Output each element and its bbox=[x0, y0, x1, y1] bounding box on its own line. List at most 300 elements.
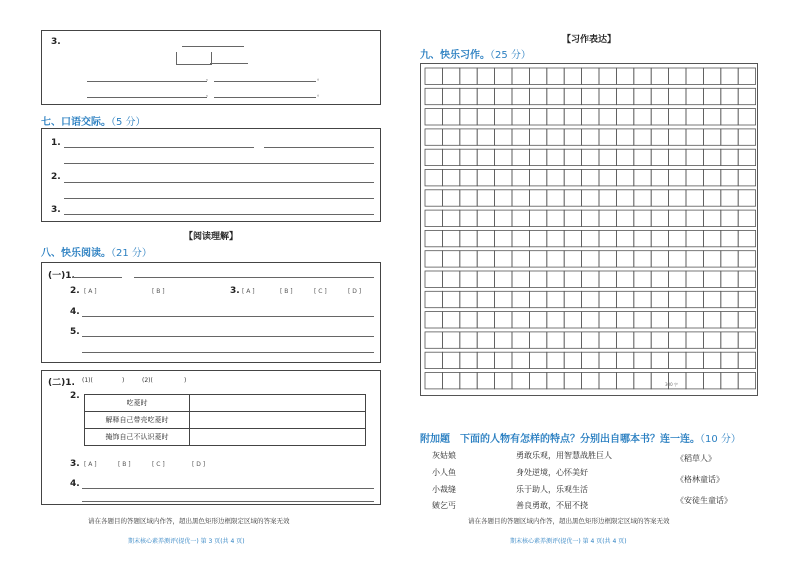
grid-cell[interactable] bbox=[651, 312, 668, 328]
grid-cell[interactable] bbox=[738, 170, 755, 186]
grid-cell[interactable] bbox=[703, 230, 720, 246]
grid-cell[interactable] bbox=[442, 190, 459, 206]
grid-cell[interactable] bbox=[564, 149, 581, 165]
grid-cell[interactable] bbox=[442, 332, 459, 348]
grid-cell[interactable] bbox=[495, 291, 512, 307]
grid-cell[interactable] bbox=[703, 373, 720, 389]
grid-cell[interactable] bbox=[738, 88, 755, 104]
grid-cell[interactable] bbox=[512, 373, 529, 389]
grid-cell[interactable] bbox=[721, 291, 738, 307]
grid-cell[interactable] bbox=[547, 332, 564, 348]
grid-cell[interactable] bbox=[425, 271, 442, 287]
s7-line-1c[interactable] bbox=[64, 163, 374, 164]
grid-cell[interactable] bbox=[495, 68, 512, 84]
grid-cell[interactable] bbox=[425, 210, 442, 226]
character-item[interactable]: 皴乞丐 bbox=[432, 501, 456, 510]
book-item[interactable]: 《安徒生童话》 bbox=[676, 496, 732, 505]
grid-cell[interactable] bbox=[425, 68, 442, 84]
q3-right-blank[interactable] bbox=[210, 63, 248, 64]
grid-cell[interactable] bbox=[460, 312, 477, 328]
grid-cell[interactable] bbox=[529, 129, 546, 145]
grid-cell[interactable] bbox=[669, 88, 686, 104]
grid-cell[interactable] bbox=[703, 251, 720, 267]
grid-cell[interactable] bbox=[703, 271, 720, 287]
grid-cell[interactable] bbox=[512, 332, 529, 348]
grid-cell[interactable] bbox=[669, 109, 686, 125]
grid-cell[interactable] bbox=[599, 149, 616, 165]
grid-cell[interactable] bbox=[582, 88, 599, 104]
grid-cell[interactable] bbox=[564, 312, 581, 328]
s8p2-q3-opt-b[interactable]: [ B ] bbox=[118, 461, 131, 468]
grid-cell[interactable] bbox=[721, 230, 738, 246]
grid-cell[interactable] bbox=[529, 170, 546, 186]
table-row-answer[interactable] bbox=[190, 412, 366, 429]
grid-cell[interactable] bbox=[599, 190, 616, 206]
grid-cell[interactable] bbox=[669, 271, 686, 287]
grid-cell[interactable] bbox=[651, 271, 668, 287]
grid-cell[interactable] bbox=[651, 149, 668, 165]
grid-cell[interactable] bbox=[616, 109, 633, 125]
grid-cell[interactable] bbox=[616, 373, 633, 389]
grid-cell[interactable] bbox=[460, 190, 477, 206]
grid-cell[interactable] bbox=[686, 88, 703, 104]
grid-cell[interactable] bbox=[651, 230, 668, 246]
grid-cell[interactable] bbox=[529, 271, 546, 287]
grid-cell[interactable] bbox=[529, 291, 546, 307]
grid-cell[interactable] bbox=[582, 251, 599, 267]
grid-cell[interactable] bbox=[425, 230, 442, 246]
grid-cell[interactable] bbox=[651, 332, 668, 348]
s8p1-line-5b[interactable] bbox=[82, 352, 374, 353]
grid-cell[interactable] bbox=[634, 149, 651, 165]
grid-cell[interactable] bbox=[477, 68, 494, 84]
grid-cell[interactable] bbox=[599, 271, 616, 287]
s8p2-sub1-close[interactable]: ) bbox=[122, 377, 125, 384]
grid-cell[interactable] bbox=[529, 88, 546, 104]
book-item[interactable]: 《稻草人》 bbox=[676, 454, 716, 463]
grid-cell[interactable] bbox=[564, 352, 581, 368]
grid-cell[interactable] bbox=[460, 109, 477, 125]
s8p1-line-1a[interactable] bbox=[72, 277, 122, 278]
grid-cell[interactable] bbox=[669, 352, 686, 368]
grid-cell[interactable] bbox=[703, 109, 720, 125]
grid-cell[interactable] bbox=[547, 210, 564, 226]
grid-cell[interactable] bbox=[703, 210, 720, 226]
s8p1-line-5a[interactable] bbox=[82, 336, 374, 337]
grid-cell[interactable] bbox=[442, 230, 459, 246]
s8p2-q3-opt-c[interactable]: [ C ] bbox=[152, 461, 165, 468]
grid-cell[interactable] bbox=[738, 68, 755, 84]
character-item[interactable]: 小人鱼 bbox=[432, 468, 456, 477]
grid-cell[interactable] bbox=[512, 230, 529, 246]
grid-cell[interactable] bbox=[651, 88, 668, 104]
grid-cell[interactable] bbox=[686, 373, 703, 389]
grid-cell[interactable] bbox=[721, 68, 738, 84]
s8p1-line-1b[interactable] bbox=[134, 277, 374, 278]
grid-cell[interactable] bbox=[721, 312, 738, 328]
trait-item[interactable]: 乐于助人，乐观生活 bbox=[516, 485, 588, 494]
grid-cell[interactable] bbox=[686, 291, 703, 307]
grid-cell[interactable] bbox=[634, 312, 651, 328]
grid-cell[interactable] bbox=[599, 373, 616, 389]
grid-cell[interactable] bbox=[495, 352, 512, 368]
grid-cell[interactable] bbox=[669, 190, 686, 206]
grid-cell[interactable] bbox=[599, 210, 616, 226]
grid-cell[interactable] bbox=[442, 109, 459, 125]
grid-cell[interactable] bbox=[425, 109, 442, 125]
grid-cell[interactable] bbox=[634, 68, 651, 84]
grid-cell[interactable] bbox=[529, 149, 546, 165]
grid-cell[interactable] bbox=[512, 109, 529, 125]
s7-line-1a[interactable] bbox=[64, 147, 254, 148]
grid-cell[interactable] bbox=[547, 230, 564, 246]
grid-cell[interactable] bbox=[582, 68, 599, 84]
grid-cell[interactable] bbox=[529, 210, 546, 226]
grid-cell[interactable] bbox=[460, 352, 477, 368]
grid-cell[interactable] bbox=[651, 352, 668, 368]
grid-cell[interactable] bbox=[616, 88, 633, 104]
grid-cell[interactable] bbox=[721, 210, 738, 226]
grid-cell[interactable] bbox=[495, 170, 512, 186]
grid-cell[interactable] bbox=[460, 129, 477, 145]
trait-item[interactable]: 勇敢乐观，用智慧战胜巨人 bbox=[516, 451, 612, 460]
grid-cell[interactable] bbox=[460, 230, 477, 246]
grid-cell[interactable] bbox=[425, 149, 442, 165]
grid-cell[interactable] bbox=[616, 190, 633, 206]
grid-cell[interactable] bbox=[512, 88, 529, 104]
grid-cell[interactable] bbox=[477, 352, 494, 368]
s8p1-q3-opt-c[interactable]: [ C ] bbox=[314, 288, 327, 295]
grid-cell[interactable] bbox=[686, 170, 703, 186]
grid-cell[interactable] bbox=[442, 129, 459, 145]
grid-cell[interactable] bbox=[460, 373, 477, 389]
grid-cell[interactable] bbox=[477, 312, 494, 328]
grid-cell[interactable] bbox=[721, 88, 738, 104]
table-row-answer[interactable] bbox=[190, 429, 366, 446]
s8p2-line-4a[interactable] bbox=[82, 488, 374, 489]
q3-bracket-blank[interactable] bbox=[176, 52, 212, 65]
book-item[interactable]: 《格林童话》 bbox=[676, 475, 724, 484]
grid-cell[interactable] bbox=[616, 251, 633, 267]
s8p2-line-4b[interactable] bbox=[82, 501, 374, 502]
grid-cell[interactable] bbox=[634, 291, 651, 307]
grid-cell[interactable] bbox=[721, 149, 738, 165]
grid-cell[interactable] bbox=[529, 332, 546, 348]
grid-cell[interactable] bbox=[634, 210, 651, 226]
grid-cell[interactable] bbox=[582, 170, 599, 186]
grid-cell[interactable] bbox=[703, 68, 720, 84]
grid-cell[interactable] bbox=[599, 251, 616, 267]
grid-cell[interactable] bbox=[442, 210, 459, 226]
grid-cell[interactable] bbox=[703, 352, 720, 368]
grid-cell[interactable] bbox=[599, 170, 616, 186]
s8p1-q2-opt-a[interactable]: [ A ] bbox=[84, 288, 97, 295]
grid-cell[interactable] bbox=[425, 170, 442, 186]
grid-cell[interactable] bbox=[564, 332, 581, 348]
grid-cell[interactable] bbox=[564, 68, 581, 84]
grid-cell[interactable] bbox=[721, 109, 738, 125]
grid-cell[interactable] bbox=[616, 312, 633, 328]
grid-cell[interactable] bbox=[460, 170, 477, 186]
grid-cell[interactable] bbox=[460, 210, 477, 226]
grid-cell[interactable] bbox=[495, 190, 512, 206]
grid-cell[interactable] bbox=[547, 170, 564, 186]
grid-cell[interactable] bbox=[564, 210, 581, 226]
grid-cell[interactable] bbox=[425, 352, 442, 368]
grid-cell[interactable] bbox=[651, 291, 668, 307]
composition-grid[interactable] bbox=[420, 63, 758, 396]
grid-cell[interactable] bbox=[495, 312, 512, 328]
table-row-answer[interactable] bbox=[190, 395, 366, 412]
grid-cell[interactable] bbox=[529, 230, 546, 246]
grid-cell[interactable] bbox=[651, 170, 668, 186]
grid-cell[interactable] bbox=[460, 332, 477, 348]
grid-cell[interactable] bbox=[564, 230, 581, 246]
grid-cell[interactable] bbox=[547, 88, 564, 104]
grid-cell[interactable] bbox=[703, 312, 720, 328]
grid-cell[interactable] bbox=[634, 109, 651, 125]
grid-cell[interactable] bbox=[495, 332, 512, 348]
grid-cell[interactable] bbox=[721, 190, 738, 206]
grid-cell[interactable] bbox=[599, 129, 616, 145]
grid-cell[interactable] bbox=[582, 271, 599, 287]
grid-cell[interactable] bbox=[512, 129, 529, 145]
grid-cell[interactable] bbox=[477, 271, 494, 287]
character-item[interactable]: 灰姑娘 bbox=[432, 451, 456, 460]
grid-cell[interactable] bbox=[738, 373, 755, 389]
grid-cell[interactable] bbox=[703, 88, 720, 104]
grid-cell[interactable] bbox=[460, 291, 477, 307]
grid-cell[interactable] bbox=[721, 373, 738, 389]
grid-cell[interactable] bbox=[686, 271, 703, 287]
grid-cell[interactable] bbox=[564, 373, 581, 389]
grid-cell[interactable] bbox=[669, 230, 686, 246]
grid-cell[interactable] bbox=[651, 251, 668, 267]
grid-cell[interactable] bbox=[634, 251, 651, 267]
grid-cell[interactable] bbox=[669, 210, 686, 226]
grid-cell[interactable] bbox=[547, 68, 564, 84]
grid-cell[interactable] bbox=[477, 210, 494, 226]
grid-cell[interactable] bbox=[442, 149, 459, 165]
grid-cell[interactable] bbox=[599, 68, 616, 84]
grid-cell[interactable] bbox=[651, 190, 668, 206]
grid-cell[interactable] bbox=[442, 88, 459, 104]
grid-cell[interactable] bbox=[460, 88, 477, 104]
s7-line-2a[interactable] bbox=[64, 182, 374, 183]
grid-cell[interactable] bbox=[477, 251, 494, 267]
grid-cell[interactable] bbox=[495, 129, 512, 145]
grid-cell[interactable] bbox=[721, 352, 738, 368]
grid-cell[interactable] bbox=[512, 210, 529, 226]
s8p2-q3-opt-d[interactable]: [ D ] bbox=[192, 461, 206, 468]
grid-cell[interactable] bbox=[529, 312, 546, 328]
grid-cell[interactable] bbox=[634, 190, 651, 206]
s8p1-q3-opt-d[interactable]: [ D ] bbox=[348, 288, 362, 295]
grid-cell[interactable] bbox=[686, 312, 703, 328]
grid-cell[interactable] bbox=[634, 88, 651, 104]
grid-cell[interactable] bbox=[616, 170, 633, 186]
character-item[interactable]: 小裁缝 bbox=[432, 485, 456, 494]
grid-cell[interactable] bbox=[738, 190, 755, 206]
grid-cell[interactable] bbox=[425, 190, 442, 206]
grid-cell[interactable] bbox=[582, 109, 599, 125]
grid-cell[interactable] bbox=[529, 190, 546, 206]
grid-cell[interactable] bbox=[442, 291, 459, 307]
grid-cell[interactable] bbox=[686, 149, 703, 165]
s7-line-2b[interactable] bbox=[64, 198, 374, 199]
grid-cell[interactable] bbox=[582, 352, 599, 368]
q3-line-1a[interactable] bbox=[87, 81, 207, 82]
grid-cell[interactable] bbox=[547, 373, 564, 389]
grid-cell[interactable] bbox=[721, 271, 738, 287]
grid-cell[interactable] bbox=[547, 251, 564, 267]
grid-cell[interactable] bbox=[477, 170, 494, 186]
grid-cell[interactable] bbox=[512, 291, 529, 307]
grid-cell[interactable] bbox=[738, 210, 755, 226]
grid-cell[interactable] bbox=[669, 149, 686, 165]
grid-cell[interactable] bbox=[582, 230, 599, 246]
s8p1-q3-opt-b[interactable]: [ B ] bbox=[280, 288, 293, 295]
grid-cell[interactable] bbox=[686, 332, 703, 348]
s7-line-3a[interactable] bbox=[64, 214, 374, 215]
grid-cell[interactable] bbox=[738, 109, 755, 125]
trait-item[interactable]: 身处逆境，心怀美好 bbox=[516, 468, 588, 477]
grid-cell[interactable] bbox=[599, 230, 616, 246]
q3-line-2b[interactable] bbox=[214, 97, 316, 98]
grid-cell[interactable] bbox=[634, 373, 651, 389]
grid-cell[interactable] bbox=[686, 352, 703, 368]
grid-cell[interactable] bbox=[703, 332, 720, 348]
grid-cell[interactable] bbox=[721, 129, 738, 145]
grid-cell[interactable] bbox=[564, 291, 581, 307]
grid-cell[interactable] bbox=[495, 373, 512, 389]
grid-cell[interactable] bbox=[669, 251, 686, 267]
grid-cell[interactable] bbox=[738, 129, 755, 145]
grid-cell[interactable] bbox=[495, 230, 512, 246]
grid-cell[interactable] bbox=[686, 230, 703, 246]
grid-cell[interactable] bbox=[582, 291, 599, 307]
grid-cell[interactable] bbox=[703, 190, 720, 206]
grid-cell[interactable] bbox=[477, 332, 494, 348]
grid-cell[interactable] bbox=[703, 291, 720, 307]
grid-cell[interactable] bbox=[582, 332, 599, 348]
grid-cell[interactable] bbox=[477, 149, 494, 165]
grid-cell[interactable] bbox=[582, 129, 599, 145]
grid-cell[interactable] bbox=[738, 312, 755, 328]
grid-cell[interactable] bbox=[599, 352, 616, 368]
grid-cell[interactable] bbox=[529, 109, 546, 125]
grid-cell[interactable] bbox=[738, 251, 755, 267]
s8p1-q2-opt-b[interactable]: [ B ] bbox=[152, 288, 165, 295]
grid-cell[interactable] bbox=[512, 251, 529, 267]
grid-cell[interactable] bbox=[721, 170, 738, 186]
grid-cell[interactable] bbox=[634, 352, 651, 368]
grid-cell[interactable] bbox=[425, 332, 442, 348]
grid-cell[interactable] bbox=[738, 149, 755, 165]
grid-cell[interactable] bbox=[582, 190, 599, 206]
grid-cell[interactable] bbox=[477, 291, 494, 307]
grid-cell[interactable] bbox=[669, 68, 686, 84]
grid-cell[interactable] bbox=[564, 271, 581, 287]
grid-cell[interactable] bbox=[495, 210, 512, 226]
s8p1-q3-opt-a[interactable]: [ A ] bbox=[242, 288, 255, 295]
grid-cell[interactable] bbox=[564, 88, 581, 104]
grid-cell[interactable] bbox=[686, 109, 703, 125]
grid-cell[interactable] bbox=[425, 251, 442, 267]
grid-cell[interactable] bbox=[460, 68, 477, 84]
grid-cell[interactable] bbox=[599, 312, 616, 328]
grid-cell[interactable] bbox=[582, 149, 599, 165]
grid-cell[interactable] bbox=[669, 291, 686, 307]
q3-top-blank[interactable] bbox=[182, 46, 244, 47]
s8p2-q3-opt-a[interactable]: [ A ] bbox=[84, 461, 97, 468]
grid-cell[interactable] bbox=[686, 210, 703, 226]
grid-cell[interactable] bbox=[442, 312, 459, 328]
grid-cell[interactable] bbox=[634, 271, 651, 287]
grid-cell[interactable] bbox=[547, 190, 564, 206]
grid-cell[interactable] bbox=[477, 109, 494, 125]
grid-cell[interactable] bbox=[547, 352, 564, 368]
grid-cell[interactable] bbox=[512, 68, 529, 84]
grid-cell[interactable] bbox=[599, 88, 616, 104]
grid-cell[interactable] bbox=[425, 129, 442, 145]
grid-cell[interactable] bbox=[477, 230, 494, 246]
grid-cell[interactable] bbox=[512, 352, 529, 368]
grid-cell[interactable] bbox=[547, 312, 564, 328]
grid-cell[interactable] bbox=[721, 251, 738, 267]
grid-cell[interactable] bbox=[477, 129, 494, 145]
grid-cell[interactable] bbox=[669, 312, 686, 328]
grid-cell[interactable] bbox=[582, 312, 599, 328]
grid-cell[interactable] bbox=[477, 88, 494, 104]
grid-cell[interactable] bbox=[599, 332, 616, 348]
grid-cell[interactable] bbox=[495, 251, 512, 267]
grid-cell[interactable] bbox=[495, 109, 512, 125]
grid-cell[interactable] bbox=[442, 170, 459, 186]
grid-cell[interactable] bbox=[564, 170, 581, 186]
grid-cell[interactable] bbox=[529, 352, 546, 368]
grid-cell[interactable] bbox=[738, 291, 755, 307]
grid-cell[interactable] bbox=[651, 210, 668, 226]
grid-cell[interactable] bbox=[651, 129, 668, 145]
grid-cell[interactable] bbox=[425, 88, 442, 104]
grid-cell[interactable] bbox=[616, 129, 633, 145]
grid-cell[interactable] bbox=[703, 170, 720, 186]
grid-cell[interactable] bbox=[651, 68, 668, 84]
grid-cell[interactable] bbox=[460, 251, 477, 267]
grid-cell[interactable] bbox=[582, 210, 599, 226]
grid-cell[interactable] bbox=[442, 373, 459, 389]
grid-cell[interactable] bbox=[616, 332, 633, 348]
grid-cell[interactable] bbox=[547, 109, 564, 125]
grid-cell[interactable] bbox=[460, 271, 477, 287]
grid-cell[interactable] bbox=[686, 129, 703, 145]
grid-cell[interactable] bbox=[425, 312, 442, 328]
grid-cell[interactable] bbox=[686, 251, 703, 267]
q3-line-1b[interactable] bbox=[214, 81, 316, 82]
grid-cell[interactable] bbox=[564, 190, 581, 206]
grid-cell[interactable] bbox=[616, 291, 633, 307]
grid-cell[interactable] bbox=[616, 230, 633, 246]
grid-cell[interactable] bbox=[442, 352, 459, 368]
grid-cell[interactable] bbox=[738, 352, 755, 368]
grid-cell[interactable] bbox=[547, 149, 564, 165]
grid-cell[interactable] bbox=[738, 271, 755, 287]
grid-cell[interactable] bbox=[599, 291, 616, 307]
grid-cell[interactable] bbox=[738, 332, 755, 348]
grid-cell[interactable] bbox=[564, 129, 581, 145]
grid-cell[interactable] bbox=[512, 170, 529, 186]
